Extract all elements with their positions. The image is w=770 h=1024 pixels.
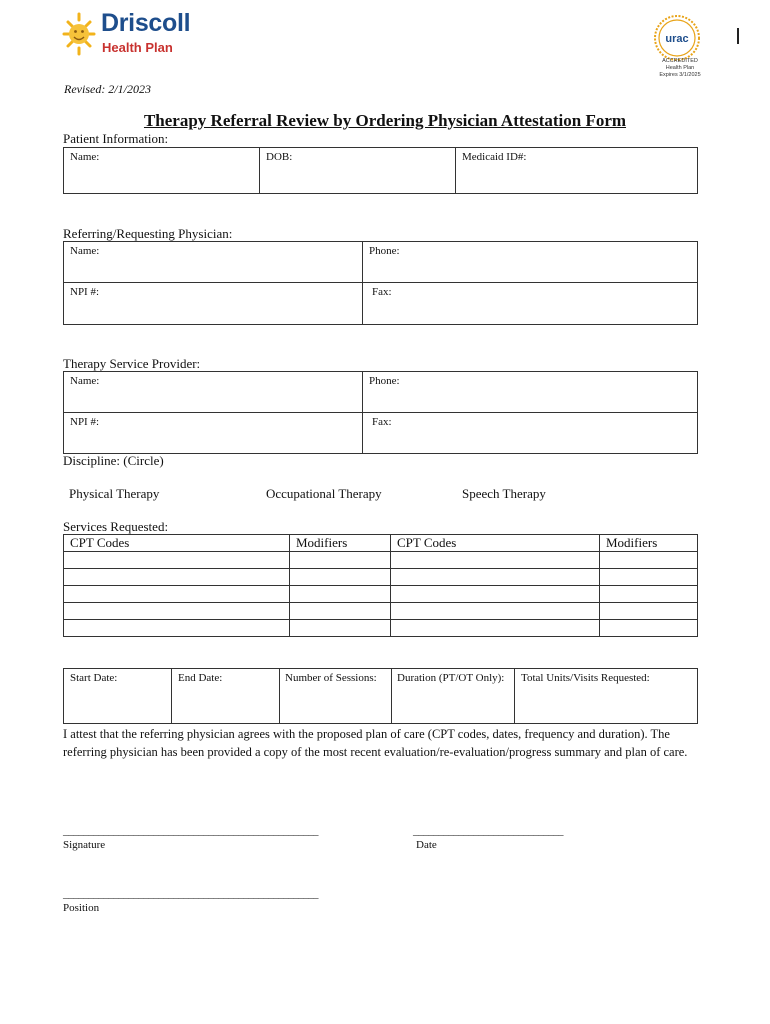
urac-seal-icon	[653, 14, 701, 62]
patient-dob-label: DOB:	[266, 151, 293, 163]
total-units-field[interactable]	[515, 669, 698, 724]
cpt-cell[interactable]	[391, 603, 600, 620]
page-title: Therapy Referral Review by Ordering Physician Attestation Form	[143, 111, 627, 130]
cpt-cell[interactable]	[64, 603, 290, 620]
patient-name-field[interactable]	[64, 148, 260, 194]
signature-line[interactable]: ___________________________________________________	[63, 825, 318, 837]
header-modifiers: Modifiers	[600, 535, 698, 552]
modifier-cell[interactable]	[600, 586, 698, 603]
patient-dob-field[interactable]	[260, 148, 456, 194]
accreditation-text	[640, 58, 720, 79]
logo-name: Driscoll	[101, 9, 191, 37]
sessions-label: Number of Sessions:	[285, 672, 377, 684]
modifier-cell[interactable]	[600, 620, 698, 637]
referring-fax-field[interactable]	[363, 283, 698, 325]
urac-wordmark: urac	[665, 33, 689, 45]
patient-medicaid-field[interactable]	[456, 148, 698, 194]
provider-section-label: Therapy Service Provider:	[63, 356, 201, 371]
provider-npi-field[interactable]	[64, 413, 363, 454]
services-table	[63, 534, 698, 637]
provider-fax-label: Fax:	[372, 416, 392, 428]
date-label: Date	[416, 839, 437, 851]
patient-medicaid-label: Medicaid ID#:	[462, 151, 527, 163]
cpt-cell[interactable]	[391, 586, 600, 603]
cpt-cell[interactable]	[64, 569, 290, 586]
text-cursor	[737, 28, 739, 44]
referring-name-field[interactable]	[64, 242, 363, 283]
provider-npi-label: NPI #:	[70, 416, 100, 428]
discipline-option-occupational[interactable]: Occupational Therapy	[266, 486, 382, 501]
referring-npi-label: NPI #:	[70, 286, 100, 298]
referring-npi-field[interactable]	[64, 283, 363, 325]
modifier-cell[interactable]	[600, 552, 698, 569]
referring-table	[63, 241, 698, 325]
modifier-cell[interactable]	[290, 603, 391, 620]
referring-name-label: Name:	[70, 245, 100, 257]
table-row	[64, 603, 698, 620]
services-section-label: Services Requested:	[63, 519, 169, 534]
referring-phone-field[interactable]	[363, 242, 698, 283]
cpt-cell[interactable]	[391, 569, 600, 586]
patient-name-label: Name:	[70, 151, 100, 163]
table-row	[64, 586, 698, 603]
start-date-field[interactable]	[64, 669, 172, 724]
start-date-label: Start Date:	[70, 672, 118, 684]
modifier-cell[interactable]	[290, 586, 391, 603]
accreditation-line: Health Plan	[665, 65, 695, 71]
header-cpt-codes: CPT Codes	[391, 535, 600, 552]
header-cpt-codes: CPT Codes	[64, 535, 290, 552]
discipline-option-speech[interactable]: Speech Therapy	[462, 486, 546, 501]
header-modifiers: Modifiers	[290, 535, 391, 552]
patient-table	[63, 147, 698, 194]
table-row	[64, 569, 698, 586]
referring-fax-label: Fax:	[372, 286, 392, 298]
duration-label: Duration (PT/OT Only):	[397, 672, 505, 684]
cpt-cell[interactable]	[391, 552, 600, 569]
revised-date: Revised: 2/1/2023	[64, 82, 151, 96]
driscoll-logo-icon	[62, 12, 96, 56]
modifier-cell[interactable]	[600, 603, 698, 620]
logo-subtitle: Health Plan	[102, 40, 173, 55]
modifier-cell[interactable]	[290, 569, 391, 586]
provider-phone-label: Phone:	[369, 375, 400, 387]
table-row	[64, 620, 698, 637]
accreditation-line: Expires 3/1/2025	[659, 72, 701, 78]
referring-phone-label: Phone:	[369, 245, 400, 257]
position-line[interactable]: ___________________________________________________	[63, 888, 318, 900]
provider-name-label: Name:	[70, 375, 100, 387]
discipline-option-physical[interactable]: Physical Therapy	[69, 486, 160, 501]
referring-section-label: Referring/Requesting Physician:	[63, 226, 233, 241]
cpt-cell[interactable]	[64, 552, 290, 569]
end-date-label: End Date:	[178, 672, 223, 684]
accreditation-line: ACCREDITED	[662, 58, 698, 64]
provider-fax-field[interactable]	[363, 413, 698, 454]
modifier-cell[interactable]	[290, 552, 391, 569]
modifier-cell[interactable]	[290, 620, 391, 637]
patient-section-label: Patient Information:	[63, 131, 169, 146]
signature-label: Signature	[63, 839, 106, 851]
end-date-field[interactable]	[172, 669, 280, 724]
modifier-cell[interactable]	[600, 569, 698, 586]
discipline-label: Discipline: (Circle)	[63, 453, 164, 468]
provider-name-field[interactable]	[64, 372, 363, 413]
dates-table	[63, 668, 698, 724]
table-row	[64, 552, 698, 569]
total-units-label: Total Units/Visits Requested:	[521, 672, 650, 684]
cpt-cell[interactable]	[391, 620, 600, 637]
cpt-cell[interactable]	[64, 586, 290, 603]
provider-phone-field[interactable]	[363, 372, 698, 413]
cpt-cell[interactable]	[64, 620, 290, 637]
sessions-field[interactable]	[280, 669, 392, 724]
date-line[interactable]: ______________________________	[413, 825, 563, 837]
position-label: Position	[63, 902, 100, 914]
duration-field[interactable]	[392, 669, 515, 724]
attestation-text: I attest that the referring physician agrees with the proposed plan of care (CPT codes, dates, frequency and duration). The referring physician has been provided a copy of the most recent evaluation/re-evaluation/progress summary and plan of care.	[63, 727, 688, 759]
provider-table	[63, 371, 698, 454]
